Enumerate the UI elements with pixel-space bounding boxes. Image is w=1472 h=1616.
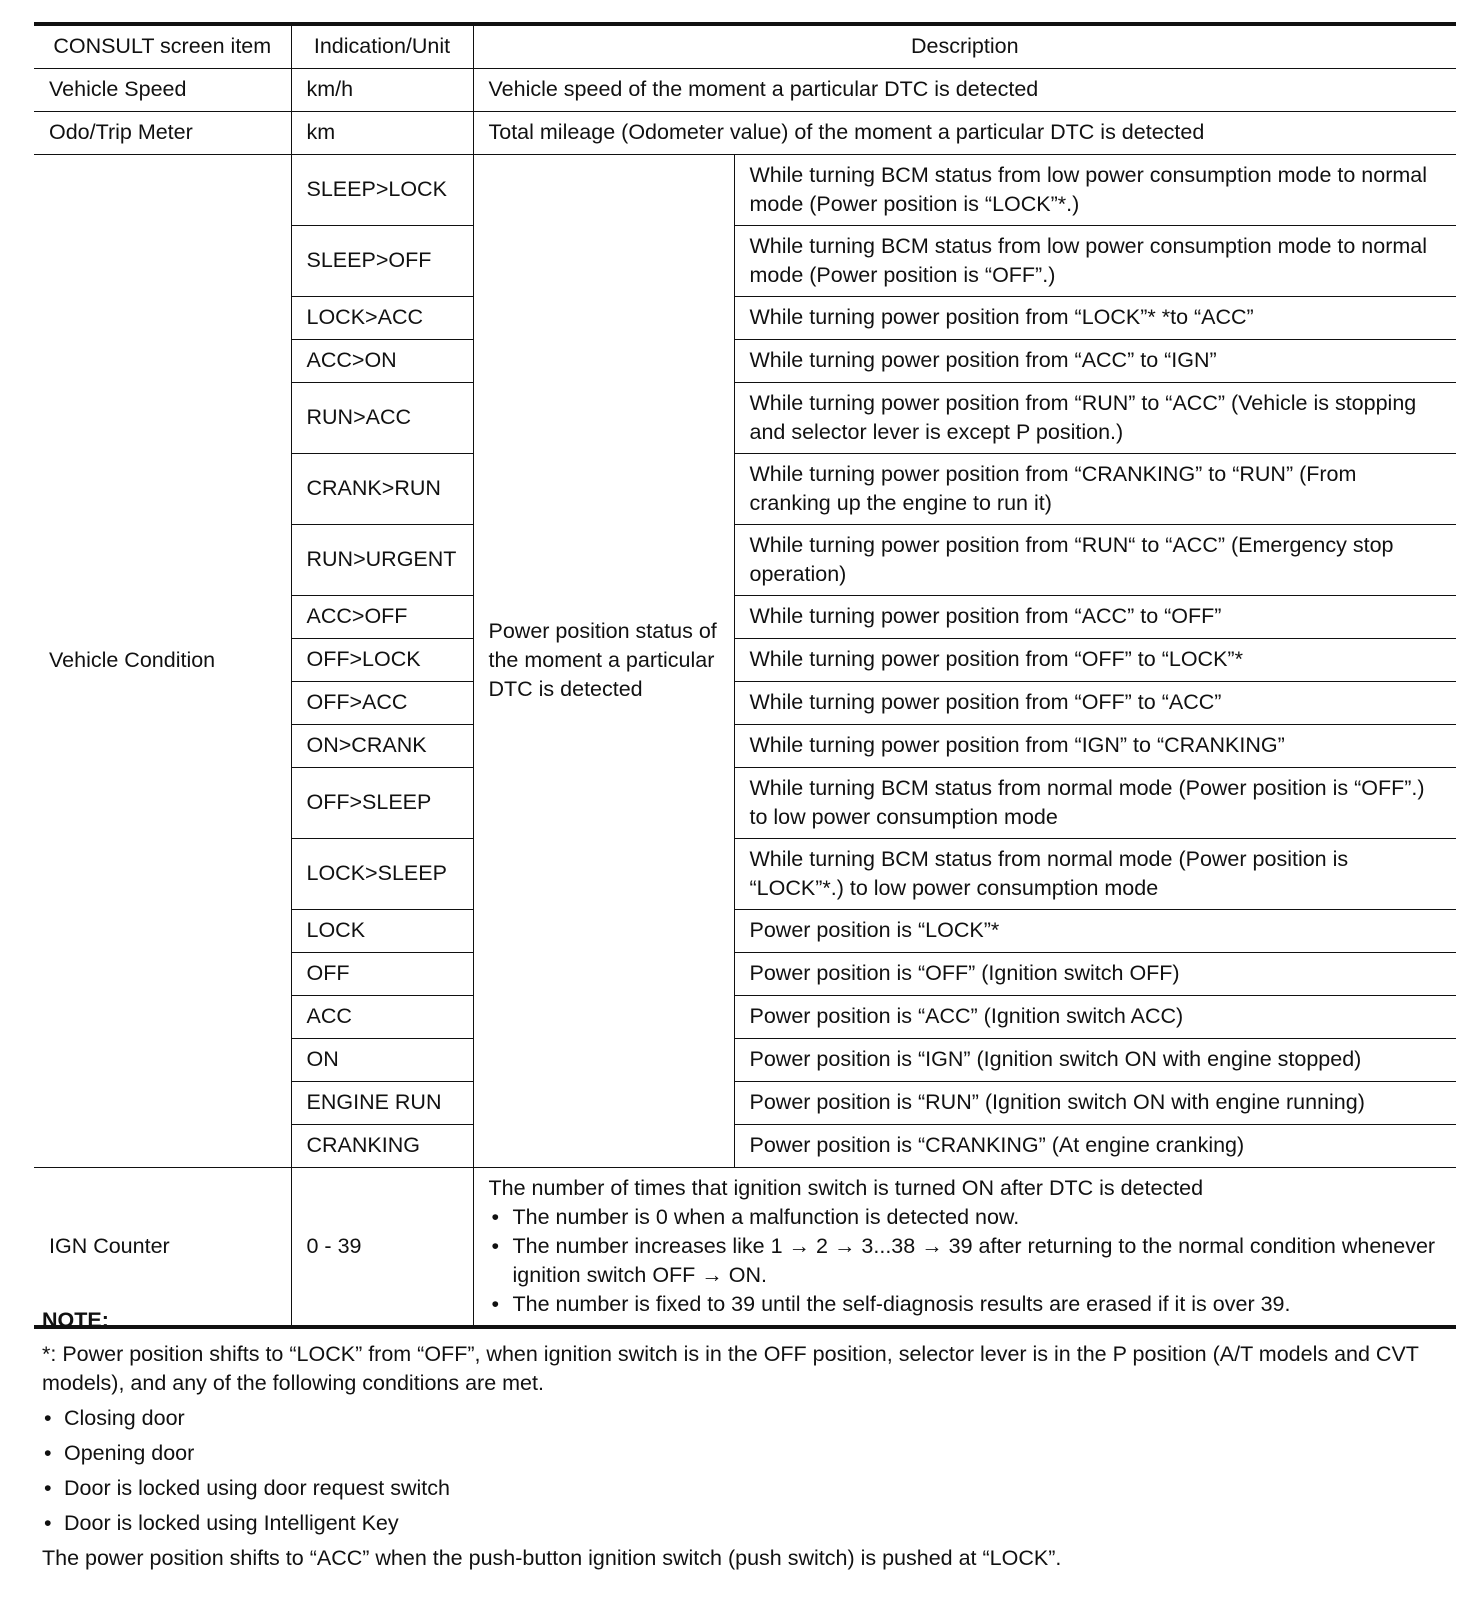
header-row — [34, 24, 1456, 69]
list-item: • Door is locked using door request switch — [42, 1474, 1452, 1503]
description-cell: While turning power position from “RUN” to “ACC” (Vehicle is stopping and selector lever is except P position.) — [734, 383, 1456, 454]
description-cell: While turning power position from “ACC” to “IGN” — [734, 340, 1456, 383]
indication-cell: ENGINE RUN — [291, 1082, 473, 1125]
vc-row — [34, 155, 1456, 226]
indication-cell: SLEEP>LOCK — [291, 155, 473, 226]
description-cell: While turning power position from “OFF” to “ACC” — [734, 682, 1456, 725]
description-cell: While turning BCM status from low power consumption mode to normal mode (Power position is “LOCK”*.) — [734, 155, 1456, 226]
header-indication-unit: Indication/Unit — [291, 24, 473, 69]
indication-cell: LOCK>ACC — [291, 297, 473, 340]
unit-cell: km — [291, 112, 473, 155]
description-cell: Vehicle speed of the moment a particular DTC is detected — [473, 69, 1456, 112]
description-cell: While turning power position from “CRANKING” to “RUN” (From cranking up the engine to run it) — [734, 454, 1456, 525]
header-description: Description — [473, 24, 1456, 69]
list-item: • Door is locked using Intelligent Key — [42, 1509, 1452, 1538]
description-cell: Power position is “IGN” (Ignition switch ON with engine stopped) — [734, 1039, 1456, 1082]
description-cell: While turning power position from “RUN“ to “ACC” (Emergency stop operation) — [734, 525, 1456, 596]
description-cell: While turning BCM status from normal mode (Power position is “LOCK”*.) to low power consumption mode — [734, 839, 1456, 910]
note-text: *: Power position shifts to “LOCK” from “OFF”, when ignition switch is in the OFF position, selector lever is in the P position (A/T models and CVT models), and any of the following conditions are met. — [42, 1342, 1419, 1395]
indication-cell: ACC — [291, 996, 473, 1039]
power-position-status-cell: Power position status of the moment a particular DTC is detected — [473, 155, 734, 1168]
description-cell: Power position is “LOCK”* — [734, 910, 1456, 953]
note-section — [42, 1306, 1452, 1573]
indication-cell: OFF — [291, 953, 473, 996]
item-cell-vehicle-condition: Vehicle Condition — [34, 155, 291, 1168]
list-item: • Opening door — [42, 1439, 1452, 1468]
indication-cell: OFF>ACC — [291, 682, 473, 725]
item-cell: Odo/Trip Meter — [34, 112, 291, 155]
unit-cell: 0 - 39 — [291, 1168, 473, 1328]
ign-intro: The number of times that ignition switch is turned ON after DTC is detected — [488, 1175, 1204, 1200]
item-cell: IGN Counter — [34, 1168, 291, 1328]
list-item: • The number increases like 1 → 2 → 3...38 → 39 after returning to the normal condition whenever ignition switch OFF → ON. — [489, 1232, 1442, 1290]
description-cell: While turning power position from “LOCK”* *to “ACC” — [734, 297, 1456, 340]
row-vehicle-speed — [34, 69, 1456, 112]
note-title: NOTE: — [42, 1308, 109, 1332]
list-item: • The number is fixed to 39 until the self-diagnosis results are erased if it is over 39. — [489, 1290, 1442, 1319]
indication-cell: LOCK>SLEEP — [291, 839, 473, 910]
indication-cell: CRANKING — [291, 1125, 473, 1168]
list-item: • Closing door — [42, 1404, 1452, 1433]
note-bullet-list — [42, 1404, 1452, 1538]
description-cell: Power position is “ACC” (Ignition switch ACC) — [734, 996, 1456, 1039]
description-cell: Total mileage (Odometer value) of the moment a particular DTC is detected — [473, 112, 1456, 155]
row-ign-counter — [34, 1168, 1456, 1328]
description-cell: Power position is “RUN” (Ignition switch ON with engine running) — [734, 1082, 1456, 1125]
indication-cell: RUN>ACC — [291, 383, 473, 454]
list-item: • The number is 0 when a malfunction is detected now. — [489, 1203, 1442, 1232]
ign-bullet-list — [489, 1203, 1442, 1319]
description-cell: Power position is “CRANKING” (At engine cranking) — [734, 1125, 1456, 1168]
note-final-text: The power position shifts to “ACC” when the push-button ignition switch (push switch) is pushed at “LOCK”. — [42, 1546, 1062, 1570]
consult-spec-table — [34, 22, 1456, 1329]
description-cell: While turning power position from “ACC” to “OFF” — [734, 596, 1456, 639]
unit-cell: km/h — [291, 69, 473, 112]
description-cell: While turning power position from “IGN” to “CRANKING” — [734, 725, 1456, 768]
indication-cell: ON — [291, 1039, 473, 1082]
description-cell: While turning BCM status from normal mode (Power position is “OFF”.) to low power consumption mode — [734, 768, 1456, 839]
indication-cell: OFF>SLEEP — [291, 768, 473, 839]
indication-cell: OFF>LOCK — [291, 639, 473, 682]
description-cell: While turning BCM status from low power consumption mode to normal mode (Power position is “OFF”.) — [734, 226, 1456, 297]
indication-cell: LOCK — [291, 910, 473, 953]
indication-cell: RUN>URGENT — [291, 525, 473, 596]
description-cell — [473, 1168, 1456, 1328]
description-cell: While turning power position from “OFF” to “LOCK”* — [734, 639, 1456, 682]
row-odo-trip-meter — [34, 112, 1456, 155]
item-cell: Vehicle Speed — [34, 69, 291, 112]
header-consult-screen-item: CONSULT screen item — [34, 24, 291, 69]
indication-cell: ACC>ON — [291, 340, 473, 383]
indication-cell: CRANK>RUN — [291, 454, 473, 525]
indication-cell: ON>CRANK — [291, 725, 473, 768]
description-cell: Power position is “OFF” (Ignition switch OFF) — [734, 953, 1456, 996]
indication-cell: SLEEP>OFF — [291, 226, 473, 297]
indication-cell: ACC>OFF — [291, 596, 473, 639]
